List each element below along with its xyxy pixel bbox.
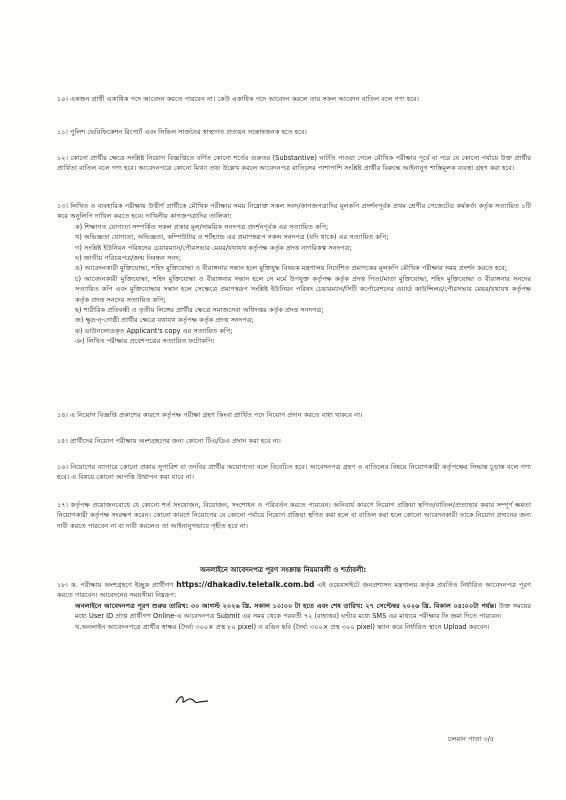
signature-mark — [172, 692, 212, 708]
list-item: চ) আবেদনকারী মুক্তিযোদ্ধা, শহিদ মুক্তিযোদ্ধা ও বীরাঙ্গনার সন্তান হলে সে মর্মে উপযুক্ত কর্তৃপক্ষ কর্তৃক প্রদত্ত পিতা/মাতা মুক্তিযোদ্ধা, শহিদ মুক্তিযোদ্ধা ও বীরাঙ্গনার সনদের সত্যায়িত কপি এবং মুক্তিযোদ্ধার সন্তান হলে সেক্ষেত্রে প্রমাণস্বরূপ সংশ্লিষ্ট ইউনিয়ন পরিষদ চেয়ারম্যান/সিটি কর্পোরেশনের ওয়ার্ড কাউন্সিলর/পৌরসভার মেয়র/যথাযথ কর্তৃপক্ষ কর্তৃক প্রদত্ত সনদের সত্যায়িত কপি; — [75, 274, 531, 304]
clause-17: ১৭। কর্তৃপক্ষ প্রয়োজনবোধে যে কোনো শর্ত সংযোজন, বিয়োজন, সংশোধন ও পরিবর্তন করতে পারবেন। অনিবার্য কারণে নিয়োগ প্রক্রিয়া স্থগিত/বাতিল/প্রত্যাহার করার সম্পূর্ণ ক্ষমতা নিয়োগকারী কর্তৃপক্ষ সংরক্ষণ করেন। কোনো কারণে নিয়োগের যে কোনো পর্যায়ে নিয়োগ প্রক্রিয়া স্থগিত করা হলে বা বাতিল করা হলে কোনো আবেদনকারী তাকে নিয়োগ প্রদানের জন্য দাবী করতে পারবেন না বা দাবী করলেও তা আইনানুগভাবে গৃহীত হবে না। — [57, 501, 531, 530]
clause-12: ১২। কোনো প্রার্থীর ক্ষেত্রে সংশ্লিষ্ট নিয়োগ বিজ্ঞপ্তিতে বর্ণিত কোনো শর্তের গুরুতর (Substantive) ঘাটতি পাওয়া গেলে মৌখিক পরীক্ষার পূর্বে বা পরে যে কোনো পর্যায়ে উক্ত প্রার্থীর প্রার্থিতা বাতিল বলে গণ্য হবে। আবেদনপত্রে কোনো মিথ্যা তথ্য উল্লেখ করলে আবেদনপত্র বাতিলের পাশাপাশি সংশ্লিষ্ট প্রার্থীর বিরুদ্ধে আইনানুগ শাস্তিমূলক ব্যবস্থা গ্রহণ করা হবে। — [57, 154, 531, 173]
clause-13 — [57, 201, 531, 347]
clause-15: ১৫। প্রার্থীদের নিয়োগ পরীক্ষায় অংশগ্রহণের জন্য কোনো টিএ/ডিএ প্রদান করা হবে না। — [57, 437, 281, 445]
list-item: ঞ) লিখিত পরীক্ষার প্রবেশপত্রের সত্যায়িত ফটোকপি। — [75, 337, 215, 346]
clause-14: ১৪। এ নিয়োগ বিজ্ঞপ্তি প্রকাশের কারণে কর্তৃপক্ষ পরীক্ষা গ্রহণ কিংবা প্রার্থিত পদে নিয়োগ প্রদান করতে বাধ্য থাকবে না। — [57, 411, 363, 419]
list-item: ছ) শারীরিক প্রতিবন্ধী ও তৃতীয় লিঙ্গের প্রার্থীর ক্ষেত্রে সমাজসেবা অধিদপ্তর কর্তৃক প্রদত্ত সনদপত্র; — [75, 306, 324, 315]
list-item: খ) অভিজ্ঞতা যোগ্যতা, অভিজ্ঞতা, কম্পিউটার ও শর্টহ্যান্ড এর প্রমাণস্বরূপ সকল সনদপত্র (যদি থাকে) এর সত্যায়িত কপি; — [75, 233, 389, 242]
online-application-heading: অনলাইনে আবেদনপত্র পূরণ সংক্রান্ত নিয়মাবলী ও শর্তাবলী: — [199, 566, 367, 574]
clause-10: ১০। একজন প্রার্থী একাধিক পদে আবেদন করতে পারবেন না। কেউ একাধিক পদে আবেদন করলে তার সকল আবেদন বাতিল বলে গণ্য হবে। — [57, 95, 420, 103]
list-item: ঘ) জাতীয় পরিচয়পত্র/জন্ম নিবন্ধন সনদ; — [75, 254, 182, 263]
clause-18-kha: খ.অনলাইন আবেদনপত্রে প্রার্থীর স্বাক্ষর (দৈর্ঘ্য ৩০০× প্রস্থ ৮০ pixel) ও রঙিন ছবি (দৈর্ঘ্য ৩০০× প্রস্থ ৩০০ pixel) স্ক্যান করে নির্ধারিত স্থানে Upload করবেন। — [75, 622, 490, 631]
list-item: গ) সংশ্লিষ্ট ইউনিয়ন পরিষদের চেয়ারম্যান/পৌরসভার মেয়র/যথাযথ কর্তৃপক্ষ কর্তৃক প্রদত্ত নাগরিকত্ব সনদপত্র; — [75, 243, 352, 252]
list-item: জ) ক্ষুদ্র-নৃ-গোষ্ঠী প্রার্থীর ক্ষেত্রে যথাযথ কর্তৃপক্ষ কর্তৃক প্রদত্ত সনদপত্র; — [75, 316, 254, 325]
list-item: ঝ) ডাউনলোডকৃত Applicant's copy এর সত্যায়িত কপি; — [75, 326, 233, 335]
clause-11: ১১। পুলিশ ভেরিফিকেশন রিপোর্ট এবং সিভিল সার্জনের স্বাস্থ্যগত প্রত্যয়ন সন্তোষজনক হতে হবে। — [57, 128, 307, 136]
clause-18-suffix: এই ওয়েবসাইটে জনপ্রশাসন মন্ত্রণালয় কর্তৃক প্রবর্তিত নির্ধারিত আবেদনপত্র পূরণ করতে পারবেন। আবেদনের সময়সীমা নিম্নরূপ: — [57, 581, 531, 600]
clause-18-prefix: ১৮। ক. পরীক্ষায় অংশগ্রহণে ইচ্ছুক প্রার্থীগণ — [57, 581, 174, 589]
page-continuation-note: চলমান পাতা ৩/৫ — [448, 735, 495, 743]
clause-18 — [57, 580, 531, 632]
list-item: ক) শিক্ষাগত যোগ্যতা সম্পর্কিত সকল প্রকার মূল/সাময়িক সনদপত্র প্রদর্শনপূর্বক এর সত্যায়িত কপি; — [75, 222, 329, 231]
application-dates: অনলাইনে আবেদনপত্র পূরণ শুরুর তারিখ: ৩০ আগস্ট ২০২৬ খ্রি. সকাল ১০:০০ টা হতে এবং শেষ তারিখ: ২৭ সেপ্টেম্বর ২০২৬ খ্রি. বিকাল ০৪:০০টা পর্যন্ত। — [75, 601, 497, 610]
clause-13-intro: ১৩। লিখিত ও ব্যবহারিক পরীক্ষায় উত্তীর্ণ প্রার্থীকে মৌখিক পরীক্ষার সময় নিম্নোক্ত সকল সনদ/কাগজপত্রাদির মূলকপি প্রদর্শনপূর্বক প্রথম শ্রেণীর গেজেটেড কর্মকর্তা কর্তৃক সত্যায়িত ১টি করে অনুলিপি দাখিল করতে হবে। দাখিলীয় কাগজপত্রাদির তালিকা: — [57, 202, 531, 221]
list-item: ঙ) আবেদনকারী মুক্তিযোদ্ধা, শহিদ মুক্তিযোদ্ধা ও বীরাঙ্গনার সন্তান হলে মুক্তিযুদ্ধ বিষয়ক মন্ত্রণালয় নির্দেশিত প্রমাণকের মূলকপি মৌখিক পরীক্ষার সময় প্রদর্শন করতে হবে; — [75, 264, 507, 273]
application-dates-rest: উক্ত সময়ের মধ্যে User ID প্রাপ্ত প্রার্থীগণ Online-এ আবেদনপত্র Submit এর সময় থেকে পরবর্তী ৭২ (বাহাত্তর) ঘণ্টার মধ্যে SMS এর মাধ্যমে পরীক্ষার ফি জমা দিতে পারবেন। — [75, 601, 531, 621]
application-website-link[interactable]: https://dhakadiv.teletalk.com.bd — [176, 580, 315, 589]
clause-16: ১৬। নিয়োগের ব্যাপারে কোনো প্রকার সুপারিশ বা তদবির প্রার্থীর অযোগ্যতা বলে বিবেচিত হবে। আবেদনপত্র গ্রহণ ও বাতিলের বিষয়ে নিয়োগকারী কর্তৃপক্ষের সিদ্ধান্ত চূড়ান্ত বলে গণ্য হবে। এ বিষয়ে কোনো আপত্তি উত্থাপন করা যাবে না। — [57, 463, 531, 482]
